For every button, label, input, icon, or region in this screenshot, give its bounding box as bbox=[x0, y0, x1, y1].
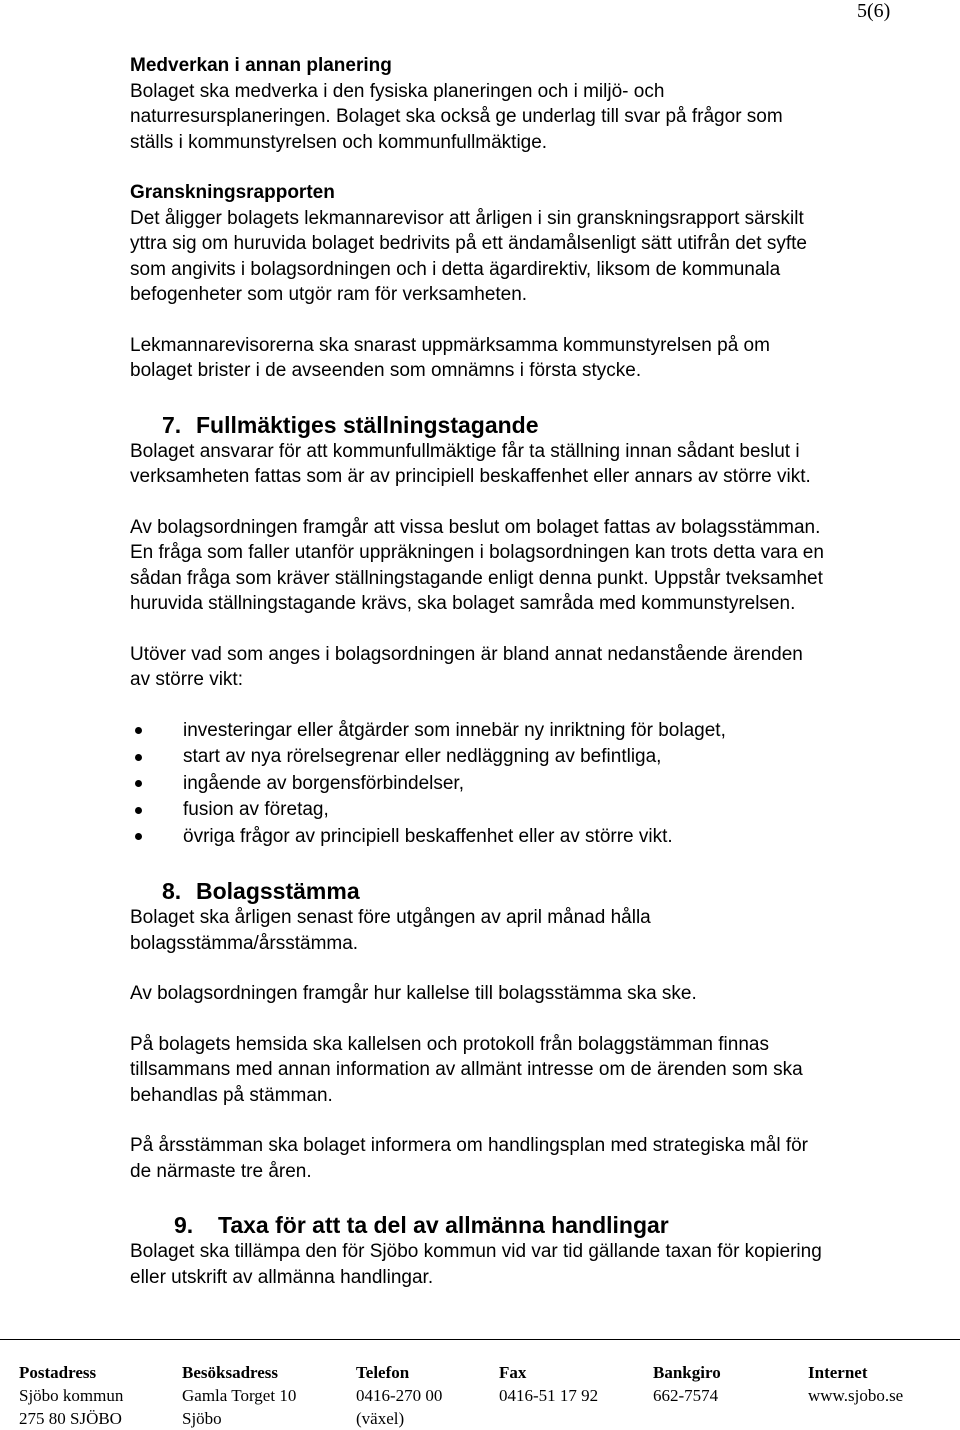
paragraph-line: yttra sig om huruvida bolaget bedrivits på ett ändamålsenligt sätt utifrån det syfte bbox=[130, 233, 807, 254]
paragraph-line: de närmaste tre åren. bbox=[130, 1160, 312, 1182]
paragraph-line: eller utskrift av allmänna handlingar. bbox=[130, 1266, 434, 1288]
paragraph-line: befogenheter som utgör ram för verksamheten. bbox=[130, 284, 528, 305]
footer-column-fax: Fax 0416-51 17 92 bbox=[499, 1363, 599, 1405]
section-number: 8. bbox=[162, 878, 182, 904]
footer-column-besoksadress: Besöksadress Gamla Torget 10 Sjöbo bbox=[182, 1363, 297, 1428]
paragraph-line: Lekmannarevisorerna ska snarast uppmärksamma kommunstyrelsen på om bbox=[130, 334, 770, 356]
footer-column-bankgiro: Bankgiro 662-7574 bbox=[653, 1363, 721, 1405]
paragraph-line: behandlas på stämman. bbox=[130, 1084, 333, 1106]
list-item: start av nya rörelsegrenar eller nedläggning av befintliga, bbox=[130, 744, 930, 771]
list-item: fusion av företag, bbox=[130, 797, 930, 824]
paragraph-line: Bolaget ska tillämpa den för Sjöbo kommun vid var tid gällande taxan för kopiering bbox=[130, 1241, 822, 1262]
paragraph-line: bolagsstämma/årsstämma. bbox=[130, 932, 359, 954]
section-number: 9. bbox=[174, 1212, 194, 1238]
section-title: Fullmäktiges ställningstagande bbox=[196, 411, 539, 438]
paragraph-line: av större vikt: bbox=[130, 669, 243, 690]
bullet-icon bbox=[135, 833, 142, 840]
document-body bbox=[130, 53, 930, 1290]
heading-section-8 bbox=[130, 877, 930, 905]
paragraph-line: sådan fråga som kräver ställningstagande enligt denna punkt. Uppstår tveksamhet bbox=[130, 567, 823, 589]
paragraph-line: ställs i kommunstyrelsen och kommunfullmäktige. bbox=[130, 131, 548, 153]
paragraph-line: bolaget brister i de avseenden som omnämns i första stycke. bbox=[130, 360, 642, 381]
list-item: ingående av borgensförbindelser, bbox=[130, 771, 930, 798]
list-item: övriga frågor av principiell beskaffenhet eller av större vikt. bbox=[130, 824, 930, 851]
footer-column-telefon: Telefon 0416-270 00 (växel) bbox=[356, 1363, 443, 1428]
page-number: 5(6) bbox=[857, 0, 891, 22]
section-number: 7. bbox=[162, 411, 182, 438]
paragraph-line: verksamheten fattas som är av principiell beskaffenhet eller annars av större vikt. bbox=[130, 466, 811, 487]
heading-section-7 bbox=[130, 411, 930, 439]
website-link[interactable]: www.sjobo.se bbox=[808, 1386, 904, 1405]
heading-medverkan: Medverkan i annan planering bbox=[130, 55, 392, 76]
bullet-icon bbox=[135, 754, 142, 761]
paragraph-line: Av bolagsordningen framgår hur kallelse till bolagsstämma ska ske. bbox=[130, 983, 697, 1004]
paragraph-line: På årsstämman ska bolaget informera om handlingsplan med strategiska mål för bbox=[130, 1135, 808, 1156]
heading-granskningsrapporten: Granskningsrapporten bbox=[130, 182, 335, 203]
bullet-icon bbox=[135, 727, 142, 734]
heading-section-9 bbox=[130, 1211, 930, 1239]
paragraph-line: som angivits i bolagsordningen och i detta ägardirektiv, liksom de kommunala bbox=[130, 258, 781, 280]
paragraph-line: tillsammans med annan information av allmänt intresse om de ärenden som ska bbox=[130, 1059, 803, 1080]
paragraph-line: Av bolagsordningen framgår att vissa beslut om bolaget fattas av bolagsstämman. bbox=[130, 516, 821, 538]
section-title: Taxa för att ta del av allmänna handlingar bbox=[218, 1212, 669, 1238]
bullet-icon bbox=[135, 807, 142, 814]
bullet-icon bbox=[135, 780, 142, 787]
footer-divider bbox=[0, 1339, 960, 1340]
paragraph-line: huruvida ställningstagande krävs, ska bolaget samråda med kommunstyrelsen. bbox=[130, 593, 796, 614]
paragraph-line: Bolaget ansvarar för att kommunfullmäktige får ta ställning innan sådant beslut i bbox=[130, 440, 800, 462]
section-title: Bolagsstämma bbox=[196, 878, 360, 904]
bullet-list bbox=[130, 718, 930, 851]
paragraph-line: Utöver vad som anges i bolagsordningen är bland annat nedanstående ärenden bbox=[130, 643, 803, 665]
paragraph-line: Bolaget ska årligen senast före utgången av april månad hålla bbox=[130, 907, 651, 928]
paragraph-line: På bolagets hemsida ska kallelsen och protokoll från bolaggstämman finnas bbox=[130, 1033, 769, 1055]
paragraph-line: Bolaget ska medverka i den fysiska planeringen och i miljö- och bbox=[130, 80, 665, 102]
list-item: investeringar eller åtgärder som innebär ny inriktning för bolaget, bbox=[130, 718, 930, 745]
footer-column-postadress: Postadress Sjöbo kommun 275 80 SJÖBO bbox=[19, 1363, 124, 1428]
paragraph-line: Det åligger bolagets lekmannarevisor att årligen i sin granskningsrapport särskilt bbox=[130, 207, 804, 229]
paragraph-line: naturresursplaneringen. Bolaget ska också ge underlag till svar på frågor som bbox=[130, 106, 783, 127]
footer-column-internet: Internet www.sjobo.se bbox=[808, 1363, 904, 1405]
paragraph-line: En fråga som faller utanför uppräkningen i bolagsordningen kan trots detta vara en bbox=[130, 542, 824, 563]
